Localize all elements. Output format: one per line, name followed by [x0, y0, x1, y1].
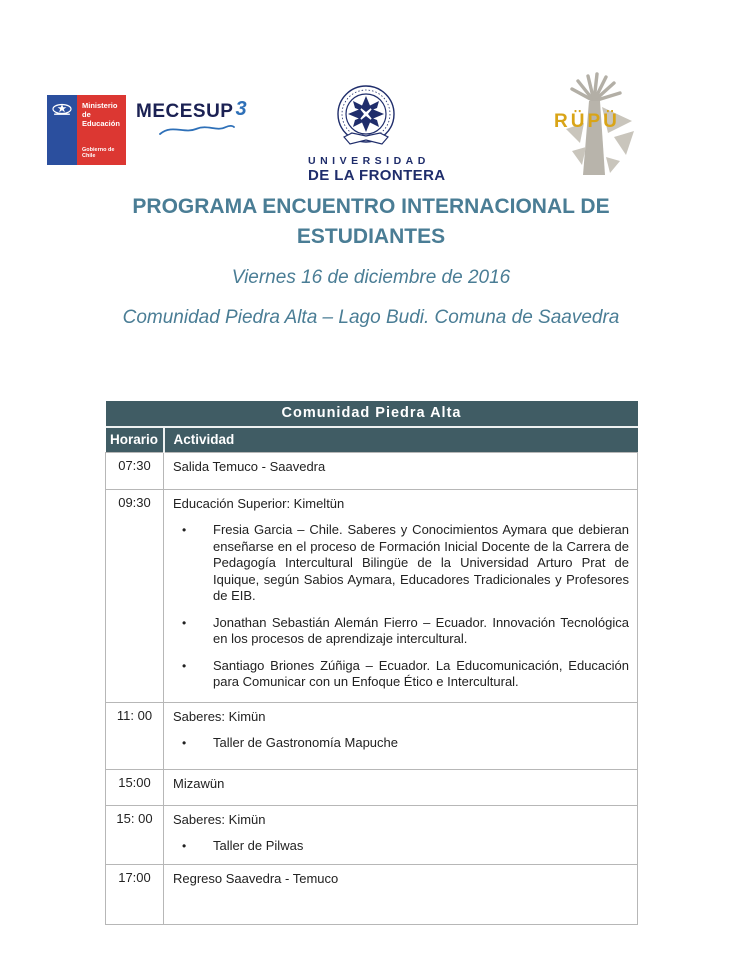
bullet-text: Taller de Gastronomía Mapuche — [213, 734, 398, 750]
row-activity-cell — [164, 769, 638, 805]
bullet-dot-icon: • — [182, 735, 187, 750]
rupu-wordmark: RÜPÜ — [554, 111, 620, 132]
mecesup-wave-icon — [158, 121, 236, 137]
ufro-name-line2: DE LA FRONTERA — [308, 167, 446, 184]
bullet-item — [182, 658, 629, 691]
bullet-item — [182, 838, 629, 855]
row-activity-cell — [164, 805, 638, 864]
mecesup-wordmark: MECESUP — [136, 101, 234, 122]
row-activity-title: Mizawün — [173, 775, 225, 791]
bullet-text: Taller de Pilwas — [213, 837, 304, 853]
column-header-horario: Horario — [106, 427, 164, 453]
mineduc-logo — [47, 95, 126, 165]
mineduc-flag-red — [77, 95, 126, 165]
schedule-row — [106, 805, 638, 864]
row-activity-title: Saberes: Kimün — [173, 708, 266, 724]
rupu-logo — [542, 71, 652, 187]
schedule-row — [106, 769, 638, 805]
row-time: 11: 00 — [106, 702, 164, 769]
schedule-row — [106, 453, 638, 490]
row-activity-title: Salida Temuco - Saavedra — [173, 459, 326, 474]
table-columns-row — [106, 427, 638, 453]
bullet-text: Santiago Briones Zúñiga – Ecuador. La Educomunicación, Educación para Comunicar con un Enfoque Ético e Intercultural. — [213, 657, 629, 689]
schedule-row — [106, 490, 638, 703]
row-time: 07:30 — [106, 453, 164, 490]
mineduc-ministry-label: Ministerio de Educación — [82, 101, 120, 128]
bullet-text: Jonathan Sebastián Alemán Fierro – Ecuador. Innovación Tecnológica en los procesos de aprendizaje intercultural. — [213, 614, 629, 646]
row-activity-cell — [164, 490, 638, 703]
page-title-line1: PROGRAMA ENCUENTRO INTERNACIONAL DE — [132, 195, 610, 218]
row-activity-cell — [164, 864, 638, 924]
event-date: Viernes 16 de diciembre de 2016 — [231, 267, 511, 288]
page-title-line2: ESTUDIANTES — [296, 225, 446, 248]
row-activity-cell — [164, 702, 638, 769]
row-activity-title: Educación Superior: Kimeltün — [173, 496, 345, 511]
ufro-seal-icon — [334, 84, 398, 154]
row-activity-title: Saberes: Kimün — [173, 811, 266, 827]
row-time: 15:00 — [106, 769, 164, 805]
document-header — [0, 192, 742, 329]
schedule-row — [106, 864, 638, 924]
bullet-dot-icon: • — [182, 523, 187, 537]
mecesup-logo — [136, 98, 247, 153]
bullet-item — [182, 735, 629, 752]
bullet-item — [182, 522, 629, 605]
bullet-dot-icon: • — [182, 615, 187, 630]
row-activity-cell — [164, 453, 638, 490]
row-time: 15: 00 — [106, 805, 164, 864]
schedule-row — [106, 702, 638, 769]
ufro-name-line1: UNIVERSIDAD — [308, 155, 430, 167]
bullet-dot-icon: • — [182, 838, 187, 853]
bullet-item — [182, 615, 629, 648]
chile-coat-of-arms-icon — [51, 102, 73, 116]
bullet-dot-icon: • — [182, 658, 187, 673]
row-time: 17:00 — [106, 864, 164, 924]
column-header-actividad: Actividad — [164, 427, 638, 453]
table-title-row — [106, 401, 638, 427]
rupu-tree-icon — [542, 71, 652, 187]
schedule-table — [105, 401, 638, 925]
mecesup-number: 3 — [235, 98, 247, 120]
row-activity-title: Regreso Saavedra - Temuco — [173, 870, 339, 886]
mineduc-government-label: Gobierno de Chile — [82, 147, 115, 159]
table-title: Comunidad Piedra Alta — [106, 401, 638, 427]
row-time: 09:30 — [106, 490, 164, 703]
ufro-logo — [308, 84, 446, 184]
event-location: Comunidad Piedra Alta – Lago Budi. Comuna de Saavedra — [122, 307, 620, 328]
mineduc-flag-blue — [47, 95, 77, 165]
schedule-section — [105, 401, 638, 925]
page-title — [0, 192, 742, 252]
bullet-text: Fresia Garcia – Chile. Saberes y Conocimientos Aymara que debieran enseñarse en el proceso de Formación Inicial Docente de la Carrera de Pedagogía Intercultural Bilingüe de la Universidad Arturo Prat de Iquique, según Sabios Aymara, Educadores Tradicionales y Profesores de EIB. — [213, 522, 629, 603]
